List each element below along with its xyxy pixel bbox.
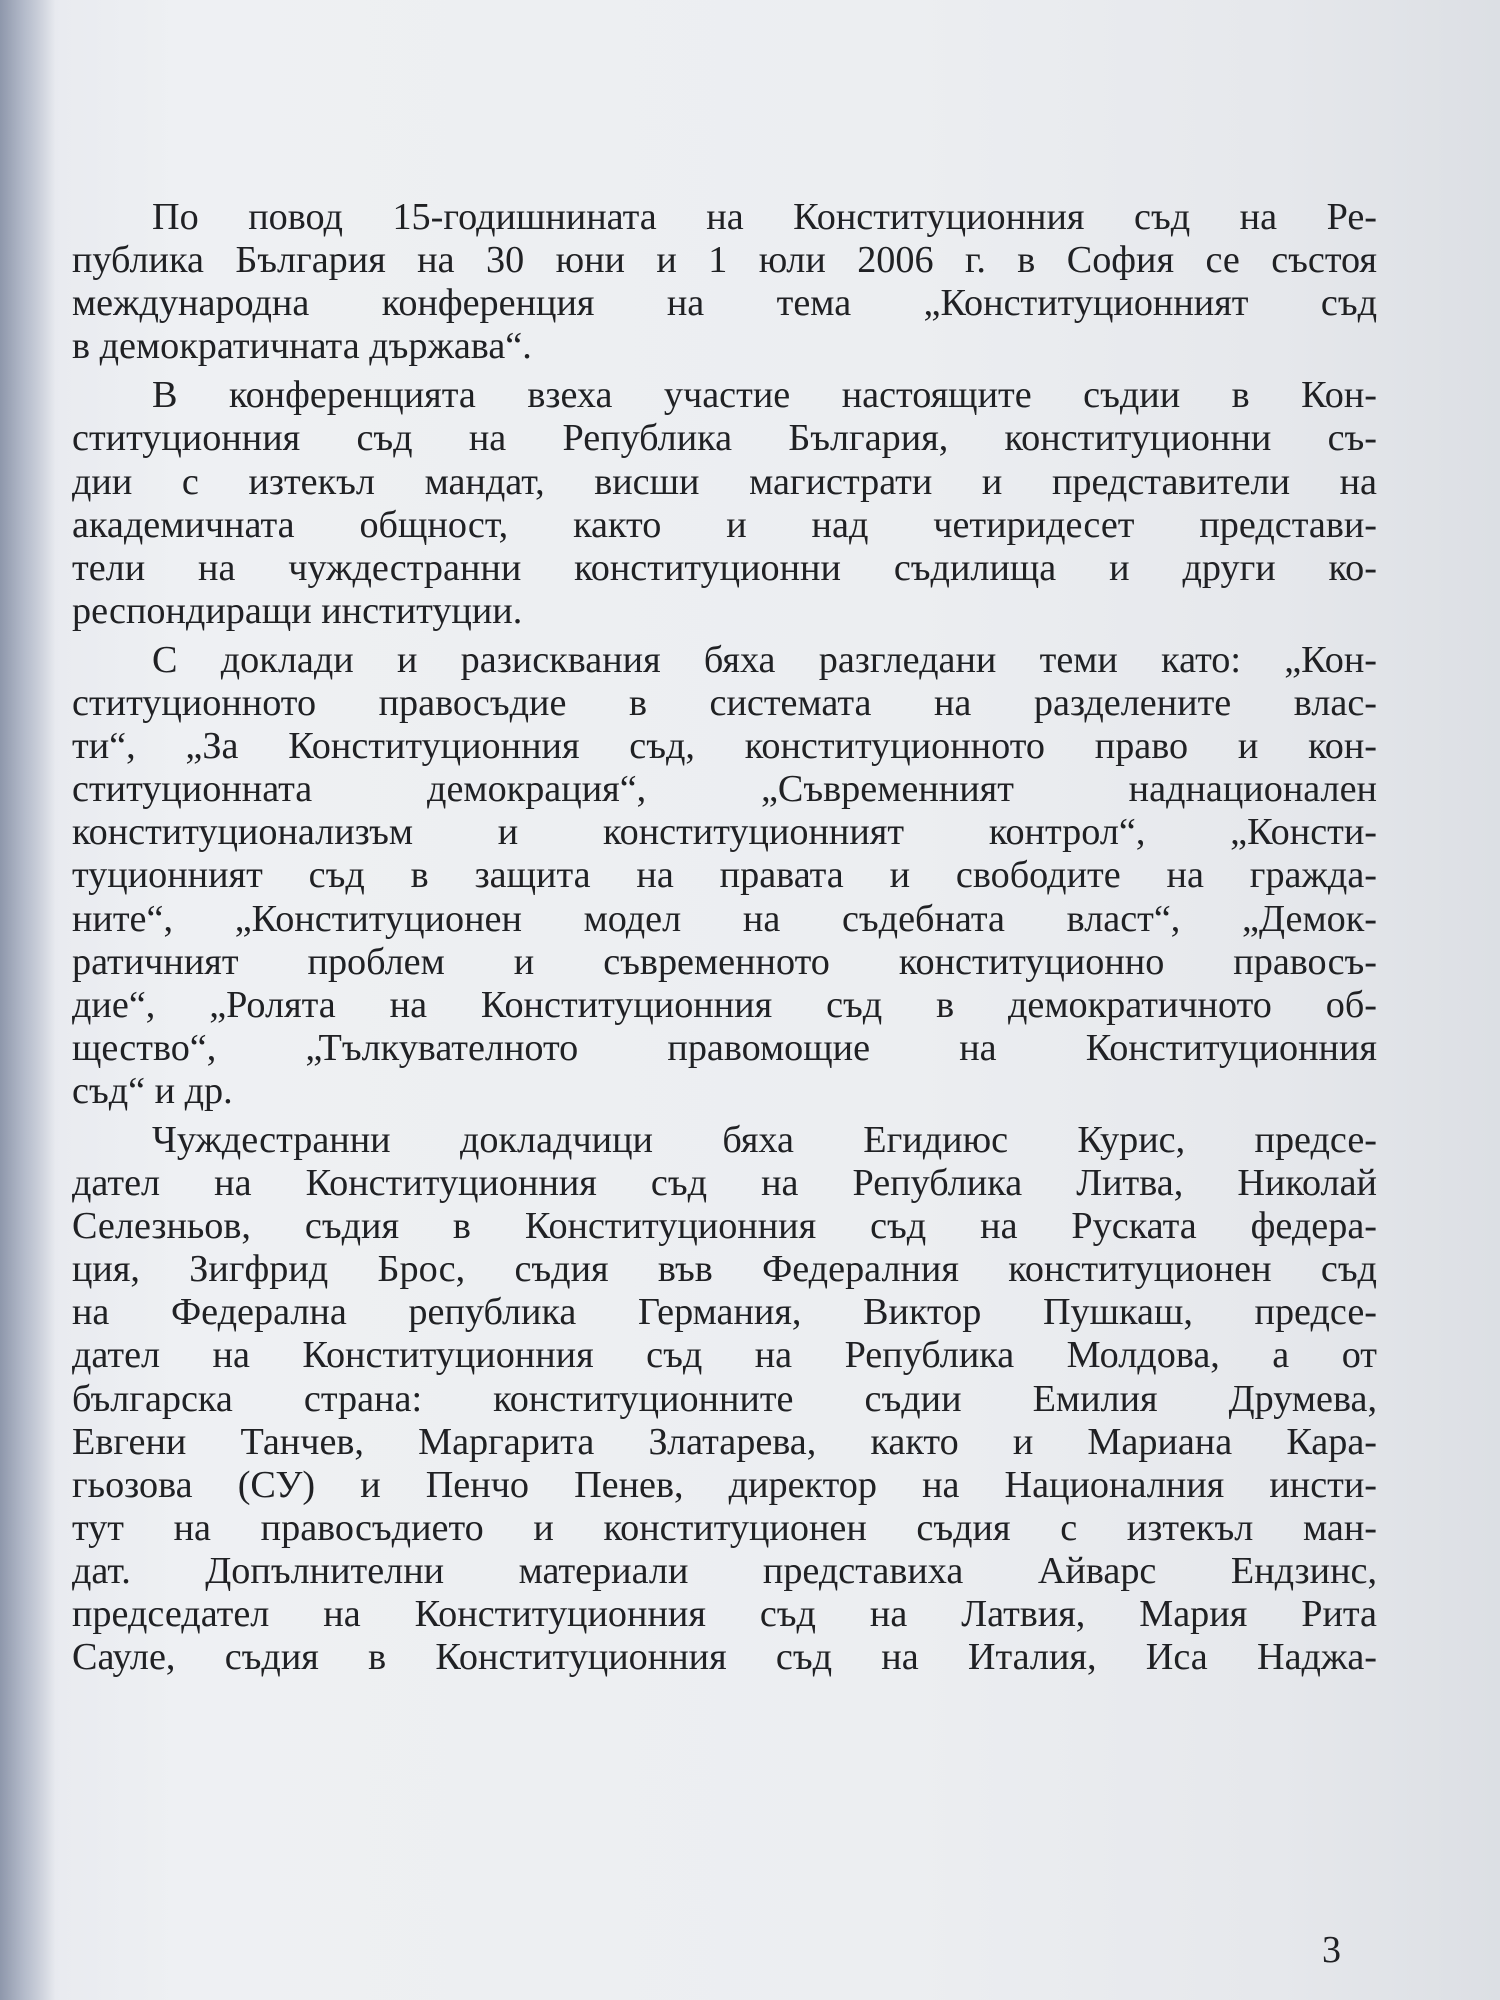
text-line: на Федерална република Германия, Виктор Пушкаш, предсе- (72, 1291, 1377, 1334)
text-line: в демократичната държава“. (72, 325, 532, 368)
text-line: Евгени Танчев, Маргарита Златарева, както и Мариана Кара- (72, 1420, 1377, 1463)
paragraph-2 (72, 374, 1377, 633)
text-line: тут на правосъдието и конституционен съдия с изтекъл ман- (72, 1506, 1377, 1549)
text-line: дател на Конституционния съд на Република Молдова, а от (72, 1334, 1377, 1377)
text-line: С доклади и разисквания бяха разгледани теми като: „Кон- (152, 638, 1377, 681)
text-line: Чуждестранни докладчици бяха Егидиюс Курис, предсе- (152, 1118, 1377, 1161)
text-line: съд“ и др. (72, 1069, 233, 1112)
text-line: дие“, „Ролята на Конституционния съд в демократичното об- (72, 983, 1377, 1026)
text-line: ституционния съд на Република България, конституционни съ- (72, 417, 1377, 460)
page-binding-shadow (0, 0, 55, 2000)
text-line: респондиращи институции. (72, 589, 523, 632)
text-line: В конференцията взеха участие настоящите съдии в Кон- (152, 374, 1377, 417)
paragraph-1 (72, 196, 1377, 368)
text-line: По повод 15-годишнината на Конституционния съд на Ре- (152, 196, 1377, 238)
text-line: дат. Допълнителни материали представиха Айварс Ендзинс, (72, 1549, 1377, 1592)
page-number: 3 (1322, 1929, 1341, 1971)
text-line: тели на чуждестранни конституционни съдилища и други ко- (72, 546, 1377, 589)
text-line: щество“, „Тълкувателното правомощие на Конституционния (72, 1026, 1377, 1069)
text-line: българска страна: конституционните съдии Емилия Друмева, (72, 1377, 1377, 1420)
text-line: публика България на 30 юни и 1 юли 2006 г. в София се състоя (72, 239, 1377, 282)
text-line: Сауле, съдия в Конституционния съд на Италия, Иса Наджа- (72, 1636, 1377, 1679)
text-line: ституционната демокрация“, „Съвременният наднационален (72, 768, 1377, 811)
paragraph-4 (72, 1119, 1377, 1679)
text-line: ти“, „За Конституционния съд, конституционното право и кон- (72, 725, 1377, 768)
text-line: международна конференция на тема „Конституционният съд (72, 282, 1377, 325)
text-line: дии с изтекъл мандат, висши магистрати и представители на (72, 460, 1377, 503)
text-line: ратичният проблем и съвременното конституционно правосъ- (72, 940, 1377, 983)
text-line: дател на Конституционния съд на Република Литва, Николай (72, 1162, 1377, 1205)
text-line: Селезньов, съдия в Конституционния съд на Руската федера- (72, 1205, 1377, 1248)
text-line: ните“, „Конституционен модел на съдебната власт“, „Демок- (72, 897, 1377, 940)
document-body (72, 196, 1377, 1685)
text-line: гьозова (СУ) и Пенчо Пенев, директор на Националния инсти- (72, 1463, 1377, 1506)
text-line: ституционното правосъдие в системата на разделените влас- (72, 682, 1377, 725)
paragraph-3 (72, 639, 1377, 1113)
text-line: ция, Зигфрид Брос, съдия във Федералния конституционен съд (72, 1248, 1377, 1291)
text-line: академичната общност, както и над четиридесет представи- (72, 503, 1377, 546)
text-line: конституционализъм и конституционният контрол“, „Консти- (72, 811, 1377, 854)
text-line: председател на Конституционния съд на Латвия, Мария Рита (72, 1593, 1377, 1635)
text-line: туционният съд в защита на правата и свободите на гражда- (72, 854, 1377, 897)
